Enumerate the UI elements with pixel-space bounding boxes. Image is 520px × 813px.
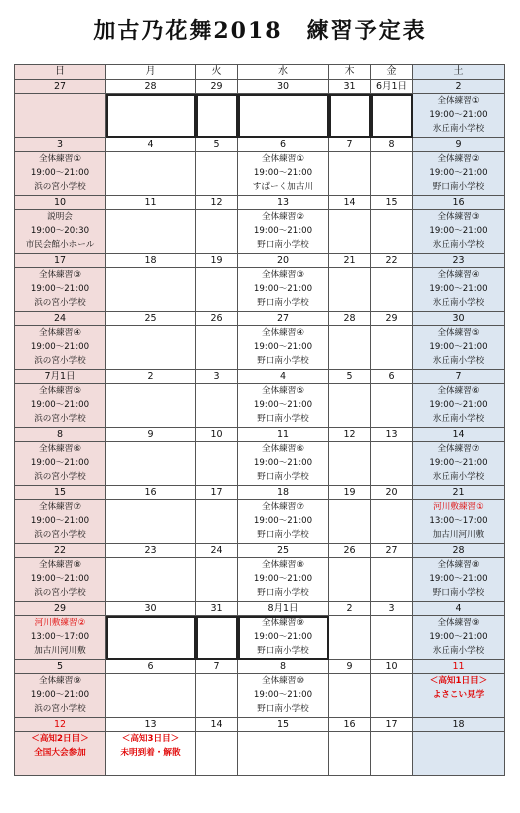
- date-cell-fri: 20: [371, 486, 413, 500]
- event-cell-sat: [413, 152, 505, 196]
- event-line: 全体練習⑤: [38, 386, 82, 396]
- event-line: 19:00～21:00: [429, 574, 488, 584]
- event-cell-wed: [238, 616, 329, 660]
- date-cell-wed: 25: [238, 544, 329, 558]
- event-line: 全体練習①: [437, 96, 480, 106]
- date-cell-mon: 9: [106, 428, 196, 442]
- event-line: 19:00～21:00: [429, 632, 488, 642]
- date-cell-sat: 18: [413, 718, 505, 732]
- event-cell-sun: [15, 210, 106, 254]
- event-cell-sat: [413, 94, 505, 138]
- event-line: 全体練習②: [437, 154, 480, 164]
- date-cell-wed: 20: [238, 254, 329, 268]
- event-line: よさこい見学: [432, 690, 485, 700]
- event-row: [15, 326, 505, 370]
- date-row: [15, 370, 505, 384]
- event-line: 全体練習⑤: [261, 386, 305, 396]
- event-cell-tue: [196, 326, 238, 370]
- event-cell-wed: [238, 500, 329, 544]
- event-cell-mon: [106, 732, 196, 776]
- date-cell-tue: 24: [196, 544, 238, 558]
- calendar-body: [15, 80, 505, 776]
- date-row: [15, 660, 505, 674]
- event-cell-tue: [196, 384, 238, 428]
- date-cell-thu: 16: [329, 718, 371, 732]
- event-line: 19:00～21:00: [253, 690, 313, 700]
- event-cell-thu: [329, 616, 371, 660]
- event-line: 全体練習③: [38, 270, 82, 280]
- event-cell-sat: [413, 558, 505, 602]
- date-cell-tue: 31: [196, 602, 238, 616]
- event-line: 加古川河川敷: [432, 530, 485, 540]
- event-row: [15, 732, 505, 776]
- date-cell-thu: 26: [329, 544, 371, 558]
- date-cell-sat: 28: [413, 544, 505, 558]
- event-cell-sat: [413, 268, 505, 312]
- event-cell-mon: [106, 558, 196, 602]
- date-cell-sat: 9: [413, 138, 505, 152]
- event-cell-mon: [106, 268, 196, 312]
- event-row: [15, 558, 505, 602]
- date-cell-thu: 7: [329, 138, 371, 152]
- event-line: 全体練習⑨: [437, 618, 480, 628]
- event-cell-thu: [329, 732, 371, 776]
- page-title: 加古乃花舞2018 練習予定表: [93, 18, 427, 44]
- date-cell-sun: 3: [15, 138, 106, 152]
- event-cell-fri: [371, 558, 413, 602]
- event-cell-sun: [15, 500, 106, 544]
- date-cell-sat: 30: [413, 312, 505, 326]
- event-line: 全体練習⑧: [437, 560, 480, 570]
- event-line: 19:00～21:00: [253, 226, 313, 236]
- date-cell-tue: 5: [196, 138, 238, 152]
- event-cell-sun: [15, 558, 106, 602]
- date-cell-fri: 10: [371, 660, 413, 674]
- event-line: 野口南小学校: [257, 298, 309, 308]
- event-line: ＜高知2日目＞: [31, 734, 89, 744]
- weekday-header-row: [15, 65, 505, 80]
- event-cell-thu: [329, 94, 371, 138]
- event-cell-tue: [196, 558, 238, 602]
- date-cell-wed: 11: [238, 428, 329, 442]
- event-cell-thu: [329, 442, 371, 486]
- date-cell-tue: 29: [196, 80, 238, 94]
- event-line: 全体練習⑨: [38, 676, 82, 686]
- event-cell-wed: [238, 326, 329, 370]
- event-line: 全体練習①: [261, 154, 305, 164]
- event-line: 市民会館小ホール: [25, 240, 95, 250]
- event-cell-tue: [196, 616, 238, 660]
- weekday-header-sat: 土: [413, 65, 505, 80]
- date-cell-mon: 25: [106, 312, 196, 326]
- date-cell-fri: 29: [371, 312, 413, 326]
- event-cell-tue: [196, 674, 238, 718]
- event-line: 全体練習⑦: [261, 502, 305, 512]
- event-line: 野口南小学校: [432, 588, 485, 598]
- event-cell-tue: [196, 94, 238, 138]
- event-cell-tue: [196, 442, 238, 486]
- weekday-header-fri: 金: [371, 65, 413, 80]
- date-cell-sun: 15: [15, 486, 106, 500]
- event-line: 浜の宮小学校: [34, 356, 86, 366]
- date-cell-sun: 10: [15, 196, 106, 210]
- date-cell-sun: 29: [15, 602, 106, 616]
- event-cell-fri: [371, 210, 413, 254]
- event-line: 19:00～20:30: [30, 226, 90, 236]
- date-cell-sun: 27: [15, 80, 106, 94]
- event-row: [15, 94, 505, 138]
- date-cell-sun: 5: [15, 660, 106, 674]
- event-line: 19:00～21:00: [253, 516, 313, 526]
- date-cell-thu: 9: [329, 660, 371, 674]
- event-line: 19:00～21:00: [253, 458, 313, 468]
- date-cell-wed: 8: [238, 660, 329, 674]
- date-cell-sat: 2: [413, 80, 505, 94]
- event-row: [15, 442, 505, 486]
- date-cell-sat: 11: [413, 660, 505, 674]
- event-line: 全体練習①: [38, 154, 82, 164]
- date-cell-mon: 18: [106, 254, 196, 268]
- event-line: 19:00～21:00: [30, 400, 90, 410]
- event-cell-mon: [106, 616, 196, 660]
- event-line: 全体練習⑥: [261, 444, 305, 454]
- event-line: 野口南小学校: [257, 356, 309, 366]
- event-cell-sun: [15, 674, 106, 718]
- event-cell-fri: [371, 732, 413, 776]
- event-line: 19:00～21:00: [30, 690, 90, 700]
- date-cell-mon: 16: [106, 486, 196, 500]
- date-cell-fri: 6月1日: [371, 80, 413, 94]
- event-line: 氷丘南小学校: [432, 414, 485, 424]
- event-cell-mon: [106, 210, 196, 254]
- date-cell-sun: 8: [15, 428, 106, 442]
- event-cell-wed: [238, 94, 329, 138]
- event-line: 氷丘南小学校: [432, 298, 485, 308]
- date-cell-sat: 16: [413, 196, 505, 210]
- date-cell-wed: 18: [238, 486, 329, 500]
- date-cell-tue: 14: [196, 718, 238, 732]
- event-line: 19:00～21:00: [429, 342, 488, 352]
- event-row: [15, 384, 505, 428]
- date-row: [15, 428, 505, 442]
- event-cell-sat: [413, 674, 505, 718]
- event-line: 19:00～21:00: [253, 284, 313, 294]
- date-cell-wed: 15: [238, 718, 329, 732]
- date-cell-wed: 27: [238, 312, 329, 326]
- event-cell-mon: [106, 152, 196, 196]
- date-cell-tue: 12: [196, 196, 238, 210]
- event-cell-mon: [106, 674, 196, 718]
- event-line: 19:00～21:00: [429, 110, 488, 120]
- event-line: 全体練習⑦: [437, 444, 480, 454]
- date-cell-fri: 22: [371, 254, 413, 268]
- event-cell-sun: [15, 94, 106, 138]
- date-cell-sun: 12: [15, 718, 106, 732]
- event-line: 浜の宮小学校: [34, 472, 86, 482]
- event-line: 浜の宮小学校: [34, 182, 86, 192]
- event-line: 19:00～21:00: [30, 516, 90, 526]
- event-line: 19:00～21:00: [30, 342, 90, 352]
- event-line: 全体練習③: [261, 270, 305, 280]
- date-row: [15, 312, 505, 326]
- weekday-header-wed: 水: [238, 65, 329, 80]
- event-line: 19:00～21:00: [429, 458, 488, 468]
- event-cell-sun: [15, 326, 106, 370]
- date-cell-sun: 24: [15, 312, 106, 326]
- date-cell-tue: 26: [196, 312, 238, 326]
- event-cell-fri: [371, 384, 413, 428]
- event-line: 野口南小学校: [257, 472, 309, 482]
- event-cell-sat: [413, 442, 505, 486]
- date-row: [15, 80, 505, 94]
- event-cell-thu: [329, 210, 371, 254]
- event-cell-wed: [238, 732, 329, 776]
- date-cell-fri: 6: [371, 370, 413, 384]
- event-line: 13:00～17:00: [30, 632, 90, 642]
- event-cell-sun: [15, 268, 106, 312]
- event-cell-thu: [329, 558, 371, 602]
- date-cell-tue: 10: [196, 428, 238, 442]
- event-line: 加古川河川敷: [34, 646, 86, 656]
- date-cell-fri: 3: [371, 602, 413, 616]
- event-cell-wed: [238, 268, 329, 312]
- event-cell-fri: [371, 674, 413, 718]
- date-cell-mon: 11: [106, 196, 196, 210]
- event-cell-fri: [371, 268, 413, 312]
- date-cell-mon: 6: [106, 660, 196, 674]
- weekday-header-mon: 月: [106, 65, 196, 80]
- date-cell-sat: 4: [413, 602, 505, 616]
- date-cell-tue: 3: [196, 370, 238, 384]
- date-row: [15, 544, 505, 558]
- event-cell-mon: [106, 442, 196, 486]
- event-line: 全国大会参加: [34, 748, 86, 758]
- event-cell-sun: [15, 442, 106, 486]
- event-cell-fri: [371, 152, 413, 196]
- event-cell-thu: [329, 674, 371, 718]
- event-line: 全体練習⑨: [261, 618, 305, 628]
- event-cell-sat: [413, 384, 505, 428]
- event-cell-mon: [106, 384, 196, 428]
- date-cell-mon: 2: [106, 370, 196, 384]
- event-line: 氷丘南小学校: [432, 472, 485, 482]
- event-line: 19:00～21:00: [253, 632, 313, 642]
- event-cell-fri: [371, 326, 413, 370]
- date-cell-fri: 17: [371, 718, 413, 732]
- event-line: 19:00～21:00: [30, 458, 90, 468]
- event-line: 19:00～21:00: [30, 284, 90, 294]
- event-line: 19:00～21:00: [253, 400, 313, 410]
- event-cell-sat: [413, 500, 505, 544]
- event-cell-thu: [329, 326, 371, 370]
- date-cell-mon: 28: [106, 80, 196, 94]
- date-cell-sun: 22: [15, 544, 106, 558]
- event-line: 13:00～17:00: [429, 516, 488, 526]
- event-cell-sun: [15, 616, 106, 660]
- event-cell-sun: [15, 732, 106, 776]
- event-cell-mon: [106, 500, 196, 544]
- date-cell-thu: 28: [329, 312, 371, 326]
- event-cell-fri: [371, 442, 413, 486]
- date-cell-wed: 8月1日: [238, 602, 329, 616]
- event-cell-sat: [413, 210, 505, 254]
- event-line: 全体練習⑥: [38, 444, 82, 454]
- event-row: [15, 500, 505, 544]
- date-cell-thu: 5: [329, 370, 371, 384]
- event-cell-sun: [15, 384, 106, 428]
- event-line: 氷丘南小学校: [432, 124, 485, 134]
- event-line: 野口南小学校: [257, 588, 309, 598]
- event-cell-thu: [329, 152, 371, 196]
- date-cell-fri: 13: [371, 428, 413, 442]
- date-row: [15, 486, 505, 500]
- event-line: 全体練習②: [261, 212, 305, 222]
- event-line: 野口南小学校: [432, 182, 485, 192]
- event-line: ＜高知1日目＞: [429, 676, 488, 686]
- event-line: 浜の宮小学校: [34, 298, 86, 308]
- event-line: 全体練習⑦: [38, 502, 82, 512]
- event-line: 19:00～21:00: [429, 226, 488, 236]
- event-row: [15, 674, 505, 718]
- event-cell-tue: [196, 152, 238, 196]
- event-cell-mon: [106, 326, 196, 370]
- event-line: 全体練習⑩: [261, 676, 305, 686]
- weekday-header-tue: 火: [196, 65, 238, 80]
- date-cell-fri: 15: [371, 196, 413, 210]
- date-cell-sat: 23: [413, 254, 505, 268]
- date-cell-sat: 21: [413, 486, 505, 500]
- event-line: すぱーく加古川: [252, 182, 314, 192]
- event-cell-mon: [106, 94, 196, 138]
- event-line: 19:00～21:00: [253, 342, 313, 352]
- event-line: 全体練習④: [38, 328, 82, 338]
- event-line: ＜高知3日目＞: [121, 734, 180, 744]
- event-line: 氷丘南小学校: [432, 646, 485, 656]
- event-cell-thu: [329, 500, 371, 544]
- event-line: 全体練習④: [261, 328, 305, 338]
- event-row: [15, 152, 505, 196]
- event-cell-wed: [238, 442, 329, 486]
- date-cell-sat: 7: [413, 370, 505, 384]
- event-line: 全体練習⑤: [437, 328, 480, 338]
- event-line: 野口南小学校: [257, 414, 309, 424]
- event-line: 河川敷練習②: [34, 618, 86, 628]
- event-cell-sat: [413, 616, 505, 660]
- date-cell-thu: 21: [329, 254, 371, 268]
- date-cell-tue: 17: [196, 486, 238, 500]
- event-cell-tue: [196, 210, 238, 254]
- event-cell-thu: [329, 384, 371, 428]
- event-line: 全体練習⑧: [261, 560, 305, 570]
- date-cell-wed: 4: [238, 370, 329, 384]
- date-cell-thu: 12: [329, 428, 371, 442]
- date-cell-thu: 2: [329, 602, 371, 616]
- event-cell-sat: [413, 732, 505, 776]
- event-cell-tue: [196, 732, 238, 776]
- event-line: 河川敷練習①: [433, 502, 484, 512]
- weekday-header-thu: 木: [329, 65, 371, 80]
- event-cell-wed: [238, 210, 329, 254]
- event-line: 19:00～21:00: [30, 168, 90, 178]
- date-cell-mon: 23: [106, 544, 196, 558]
- event-cell-wed: [238, 558, 329, 602]
- date-row: [15, 254, 505, 268]
- practice-calendar: [14, 64, 505, 776]
- date-cell-mon: 30: [106, 602, 196, 616]
- event-cell-wed: [238, 384, 329, 428]
- event-cell-fri: [371, 94, 413, 138]
- event-line: 19:00～21:00: [253, 574, 313, 584]
- event-line: 19:00～21:00: [30, 574, 90, 584]
- event-line: 浜の宮小学校: [34, 704, 86, 714]
- event-line: 野口南小学校: [257, 240, 309, 250]
- date-cell-sat: 14: [413, 428, 505, 442]
- event-cell-fri: [371, 616, 413, 660]
- date-cell-tue: 7: [196, 660, 238, 674]
- event-line: 氷丘南小学校: [432, 356, 485, 366]
- event-cell-wed: [238, 152, 329, 196]
- date-cell-mon: 13: [106, 718, 196, 732]
- date-row: [15, 138, 505, 152]
- event-cell-wed: [238, 674, 329, 718]
- event-cell-thu: [329, 268, 371, 312]
- date-cell-fri: 27: [371, 544, 413, 558]
- event-line: 未明到着・解散: [120, 748, 181, 758]
- event-row: [15, 210, 505, 254]
- event-row: [15, 268, 505, 312]
- event-cell-fri: [371, 500, 413, 544]
- event-line: 野口南小学校: [257, 646, 309, 656]
- event-line: 浜の宮小学校: [34, 530, 86, 540]
- date-row: [15, 196, 505, 210]
- event-line: 野口南小学校: [257, 530, 309, 540]
- date-cell-tue: 19: [196, 254, 238, 268]
- date-row: [15, 602, 505, 616]
- event-cell-sun: [15, 152, 106, 196]
- date-row: [15, 718, 505, 732]
- event-line: 全体練習⑥: [437, 386, 480, 396]
- date-cell-wed: 6: [238, 138, 329, 152]
- event-line: 19:00～21:00: [429, 168, 488, 178]
- date-cell-wed: 13: [238, 196, 329, 210]
- event-line: 全体練習③: [437, 212, 480, 222]
- event-cell-tue: [196, 268, 238, 312]
- date-cell-fri: 8: [371, 138, 413, 152]
- event-line: 全体練習⑧: [38, 560, 82, 570]
- event-line: 19:00～21:00: [429, 400, 488, 410]
- event-line: 浜の宮小学校: [34, 414, 86, 424]
- event-line: 19:00～21:00: [253, 168, 313, 178]
- date-cell-thu: 14: [329, 196, 371, 210]
- date-cell-mon: 4: [106, 138, 196, 152]
- event-cell-tue: [196, 500, 238, 544]
- event-line: 氷丘南小学校: [432, 240, 485, 250]
- date-cell-wed: 30: [238, 80, 329, 94]
- event-line: 全体練習④: [437, 270, 480, 280]
- event-line: 説明会: [47, 212, 73, 222]
- event-row: [15, 616, 505, 660]
- event-line: 野口南小学校: [257, 704, 309, 714]
- date-cell-thu: 31: [329, 80, 371, 94]
- date-cell-sun: 17: [15, 254, 106, 268]
- weekday-header-sun: 日: [15, 65, 106, 80]
- date-cell-thu: 19: [329, 486, 371, 500]
- event-line: 19:00～21:00: [429, 284, 488, 294]
- event-cell-sat: [413, 326, 505, 370]
- event-line: 浜の宮小学校: [34, 588, 86, 598]
- date-cell-sun: 7月1日: [15, 370, 106, 384]
